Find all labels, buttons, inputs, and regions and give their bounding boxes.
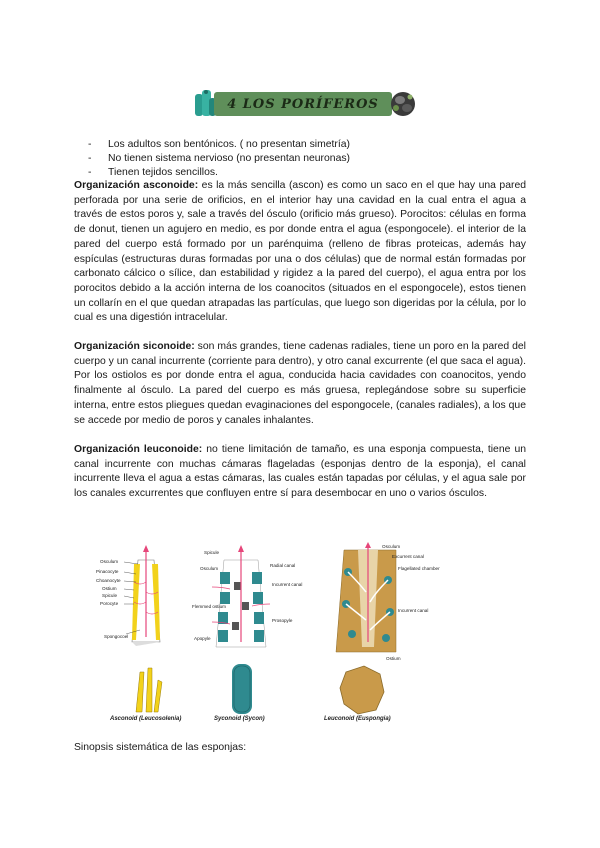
label-flagellated-chamber: Flagellated chamber xyxy=(398,566,440,571)
sponge-diagram xyxy=(96,542,440,728)
syconoid-specimen xyxy=(232,664,252,714)
synopsis-heading: Sinopsis sistemática de las esponjas: xyxy=(74,742,247,753)
syconoid-diagram xyxy=(192,545,302,647)
label-spicule: Spicule xyxy=(204,550,220,555)
page-title: 4 LOS PORÍFEROS xyxy=(214,92,392,116)
label-spicule: Spicule xyxy=(102,593,118,598)
section-heading: Organización siconoide: xyxy=(74,341,195,352)
section-heading: Organización asconoide: xyxy=(74,180,199,191)
label-radial-canal: Radial canal xyxy=(270,563,296,568)
list-item: - Tienen tejidos sencillos. xyxy=(88,167,218,178)
label-spongocoel: Spongocoel xyxy=(104,634,129,639)
list-item: - No tienen sistema nervioso (no presentan neuronas) xyxy=(88,153,351,164)
label-osculum: Osculum xyxy=(100,559,119,564)
asconoid-diagram xyxy=(96,545,160,646)
label-flemmed-ostium: Flemmed ostium xyxy=(192,604,226,609)
label-pinacocyte: Pinacocyte xyxy=(96,569,119,574)
label-incurrent-canal: Incurrent canal xyxy=(398,608,429,613)
label-porocyte: Porocyte xyxy=(100,601,119,606)
caption-syconoid: Syconoid (Sycon) xyxy=(214,716,265,722)
label-incurrent-canal: Incurrent canal xyxy=(272,582,303,587)
label-choanocyte: Choanocyte xyxy=(96,578,121,583)
asconoid-specimen xyxy=(136,668,162,712)
section-heading: Organización leuconoide: xyxy=(74,444,203,455)
caption-leuconoid: Leuconoid (Euspongia) xyxy=(324,716,391,722)
label-excurrent-canal: Excurrent canal xyxy=(392,554,424,559)
paragraph-asconoide: Organización asconoide: es la más sencilla (ascon) es como un saco en el que hay una pared perforada por una serie de orificios, en el interior hay una cavidad en la cual entra el agua a través de estos poros y, sale a través del ósculo (orificio más grueso). Porocitos: células en forma de donut, tienen un agujero en medio, es por donde entra el agua (espongocele). el interior de la pared del cuerpo está formado por un parénquima (relleno de fibras proteicas, además hay espículas (estructuras duras formadas por una o dos células) que de normal están formadas por carbonato cálcico o sílice, dan estabilidad y rigidez a la pared del cuerpo), el agua entra por los porocitos debido a la acción interna de los coanocitos (situados en el espongocele), estos tienen un collarín en el que quedan atrapadas las partículas, que luego son digeridas por la célula, por lo cual es una digestión intracelular. xyxy=(74,180,527,324)
list-item: - Los adultos son bentónicos. ( no presentan simetría) xyxy=(88,139,351,150)
bullet-list xyxy=(88,138,350,180)
label-ostium: Ostium xyxy=(102,586,117,591)
title-banner xyxy=(192,88,422,120)
leuconoid-specimen xyxy=(340,666,384,714)
paragraph-leuconoide: Organización leuconoide: no tiene limitación de tamaño, es una esponja compuesta, tiene un canal incurrente con muchas cámaras flageladas (esponjas dentro de la esponja), el canal incurrente lleva el agua a estas cámaras, las cuales están tapadas por células, y el agua sale por los canales excurrentes que confluyen entre sí para desembocar en uno o varios ósculos. xyxy=(74,444,527,500)
leuconoid-diagram xyxy=(336,542,440,661)
label-apopyle: Apopyle xyxy=(194,636,211,641)
label-osculum: Osculum xyxy=(382,544,401,549)
label-prosopyle: Prosopyle xyxy=(272,618,293,623)
coral-icon xyxy=(388,88,418,120)
label-osculum: Osculum xyxy=(200,566,219,571)
sponge-types-figure xyxy=(96,542,440,728)
label-ostium: Ostium xyxy=(386,656,401,661)
paragraph-siconoide: Organización siconoide: son más grandes, tiene cadenas radiales, tiene un poro en la pared del cuerpo y un canal incurrente (corriente para dentro), y otro canal excurrente (el que saca el agua). Por los ostiolos es por donde entra el agua, conducida hacia cavidades con coanocitos, yendo finalmente al ósculo. La pared del cuerpo es más gruesa, replegándose sobre su superficie interna, entre estos pliegues quedan evaginaciones del espongocele, (canales radiales), a los que se accede por medio de poros y canales inhalantes. xyxy=(74,341,526,426)
caption-asconoid: Asconoid (Leucosolenia) xyxy=(110,716,182,722)
